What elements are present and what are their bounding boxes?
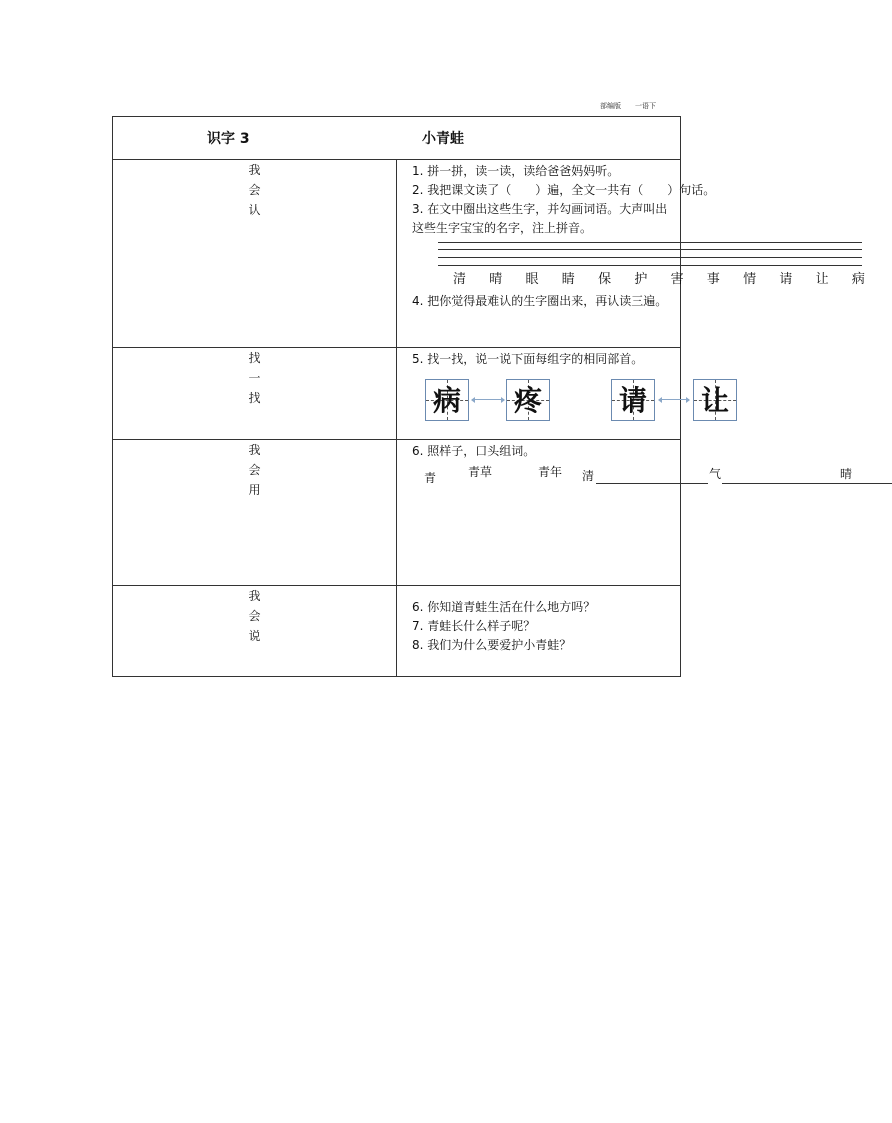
prompt-char: 晴 [840, 467, 853, 481]
section-label: 找 一 找 [113, 348, 397, 440]
char: 让 [815, 272, 829, 287]
instruction-4: 4. 把你觉得最难认的生字圈出来，再认读三遍。 [412, 294, 668, 308]
section-label: 我 会 认 [113, 160, 397, 348]
tianzige-box: 病 [425, 379, 469, 421]
char: 晴 [489, 272, 503, 287]
char: 保 [598, 272, 612, 287]
char: 请 [779, 272, 793, 287]
char: 害 [670, 272, 684, 287]
instruction-2: 2. 我把课文读了（ ）遍，全文一共有（ ）句话。 [412, 183, 716, 197]
header-note [600, 101, 656, 111]
prompt-char: 气 [709, 467, 722, 481]
grade-label: 一语下 [635, 102, 656, 110]
question-8: 8. 我们为什么要爱护小青蛙？ [412, 638, 572, 652]
example-word: 青草 [468, 465, 493, 479]
lesson-title: 小青蛙 [422, 131, 464, 147]
tianzige-box: 疼 [506, 379, 550, 421]
word-formation-row [412, 461, 853, 491]
tianzige-box: 请 [611, 379, 655, 421]
section-label: 我 会 说 [113, 586, 397, 677]
question-7: 7. 青蛙长什么样子呢？ [412, 619, 536, 633]
edition-label: 部编版 [600, 102, 621, 110]
worksheet-table [112, 116, 865, 677]
char: 睛 [561, 272, 575, 287]
character-list [453, 270, 865, 289]
example-word: 青年 [538, 465, 563, 479]
answer-blank[interactable] [722, 483, 892, 484]
section-use [113, 440, 681, 586]
instruction-5: 5. 找一找，说一说下面每组字的相同部首。 [412, 352, 644, 366]
example-char: 青 [424, 471, 437, 485]
char: 眼 [525, 272, 539, 287]
char: 病 [851, 272, 865, 287]
answer-blank[interactable] [596, 483, 708, 484]
double-arrow-icon [659, 399, 689, 400]
char: 护 [634, 272, 648, 287]
title-row [113, 117, 681, 160]
section-label: 我 会 用 [113, 440, 397, 586]
char: 事 [706, 272, 720, 287]
instruction-3: 3. 在文中圈出这些生字，并勾画词语。大声叫出这些生字宝宝的名字，注上拼音。 [412, 202, 668, 235]
prompt-char: 清 [582, 469, 595, 483]
instruction-1: 1. 拼一拼，读一读，读给爸爸妈妈听。 [412, 164, 620, 178]
question-6: 6. 你知道青蛙生活在什么地方吗？ [412, 600, 596, 614]
char: 情 [743, 272, 757, 287]
section-speak [113, 586, 681, 677]
lesson-number: 识字 3 [207, 131, 250, 147]
character-grid-group [412, 369, 729, 429]
section-recognize [113, 160, 681, 348]
char: 清 [453, 272, 467, 287]
pinyin-writing-lines[interactable] [438, 242, 862, 266]
section-find [113, 348, 681, 440]
double-arrow-icon [472, 399, 504, 400]
instruction-6: 6. 照样子，口头组词。 [412, 444, 536, 458]
tianzige-box: 让 [693, 379, 737, 421]
